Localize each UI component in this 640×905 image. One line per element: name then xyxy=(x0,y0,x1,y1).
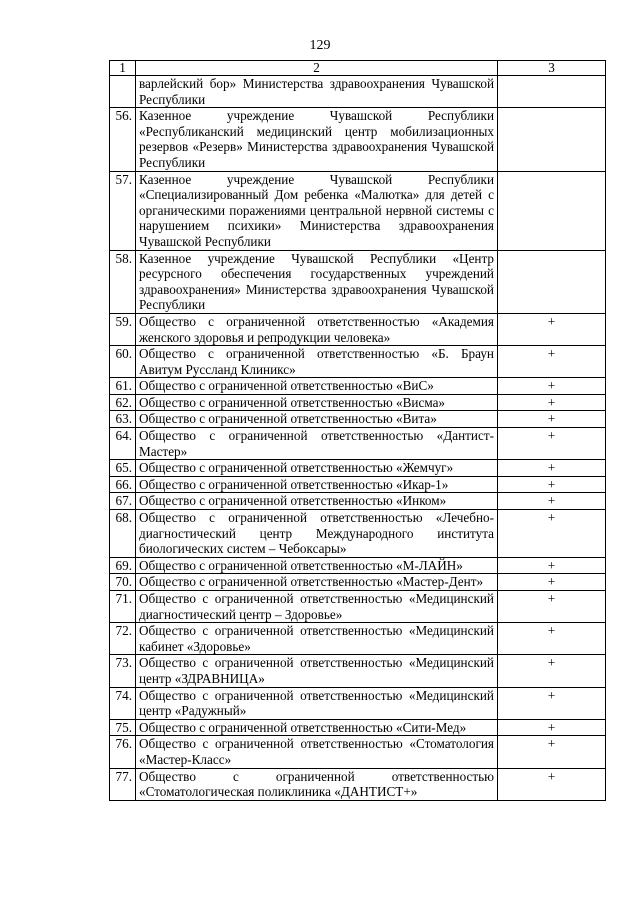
table-row xyxy=(110,313,606,345)
organization-name: Казенное учреждение Чувашской Республики «Республиканский медицинский центр мобилизационных резервов «Резерв» Министерства здравоохранения Чувашской Республики xyxy=(136,108,498,171)
organization-name: Общество с ограниченной ответственностью «Инком» xyxy=(136,493,498,510)
table-row xyxy=(110,557,606,574)
organization-name: Общество с ограниченной ответственностью «Б. Браун Авитум Руссланд Клиникс» xyxy=(136,346,498,378)
column-header-1: 1 xyxy=(110,61,136,76)
row-number: 72. xyxy=(110,623,136,655)
row-number: 76. xyxy=(110,736,136,768)
participation-mark: + xyxy=(498,768,606,800)
registry-table xyxy=(109,60,606,801)
participation-mark: + xyxy=(498,411,606,428)
participation-mark: + xyxy=(498,460,606,477)
table-row xyxy=(110,736,606,768)
participation-mark: + xyxy=(498,428,606,460)
participation-mark: + xyxy=(498,574,606,591)
organization-name: Общество с ограниченной ответственностью «Икар-1» xyxy=(136,476,498,493)
row-number: 62. xyxy=(110,394,136,411)
participation-mark xyxy=(498,76,606,108)
row-number: 57. xyxy=(110,171,136,250)
organization-name: Общество с ограниченной ответственностью «Медицинский центр «Радужный» xyxy=(136,687,498,719)
organization-name: Общество с ограниченной ответственностью «Медицинский диагностический центр – Здоровье» xyxy=(136,591,498,623)
participation-mark xyxy=(498,250,606,313)
row-number: 73. xyxy=(110,655,136,687)
organization-name: Общество с ограниченной ответственностью «Жемчуг» xyxy=(136,460,498,477)
table-row xyxy=(110,250,606,313)
table-row xyxy=(110,108,606,171)
participation-mark: + xyxy=(498,557,606,574)
participation-mark xyxy=(498,171,606,250)
row-number: 70. xyxy=(110,574,136,591)
organization-name: Общество с ограниченной ответственностью «Вита» xyxy=(136,411,498,428)
organization-name: Общество с ограниченной ответственностью «Дантист-Мастер» xyxy=(136,428,498,460)
participation-mark: + xyxy=(498,346,606,378)
row-number: 64. xyxy=(110,428,136,460)
table-row xyxy=(110,493,606,510)
row-number: 75. xyxy=(110,719,136,736)
row-number: 66. xyxy=(110,476,136,493)
table-row xyxy=(110,510,606,558)
table-row xyxy=(110,76,606,108)
participation-mark: + xyxy=(498,493,606,510)
row-number: 74. xyxy=(110,687,136,719)
table-row xyxy=(110,655,606,687)
table-row xyxy=(110,460,606,477)
row-number: 68. xyxy=(110,510,136,558)
organization-name: Общество с ограниченной ответственностью «ВиС» xyxy=(136,378,498,395)
table-row xyxy=(110,574,606,591)
organization-name: Общество с ограниченной ответственностью «Сити-Мед» xyxy=(136,719,498,736)
table-row xyxy=(110,687,606,719)
organization-name: Общество с ограниченной ответственностью «М-ЛАЙН» xyxy=(136,557,498,574)
table-row xyxy=(110,171,606,250)
organization-name: Общество с ограниченной ответственностью «Висма» xyxy=(136,394,498,411)
participation-mark xyxy=(498,108,606,171)
row-number: 71. xyxy=(110,591,136,623)
organization-name: Общество с ограниченной ответственностью «Лечебно-диагностический центр Международного института биологических систем – Чебоксары» xyxy=(136,510,498,558)
column-header-3: 3 xyxy=(498,61,606,76)
organization-name: Общество с ограниченной ответственностью «Медицинский кабинет «Здоровье» xyxy=(136,623,498,655)
row-number: 58. xyxy=(110,250,136,313)
row-number: 60. xyxy=(110,346,136,378)
table-row xyxy=(110,623,606,655)
table-row xyxy=(110,428,606,460)
participation-mark: + xyxy=(498,313,606,345)
row-number: 69. xyxy=(110,557,136,574)
organization-name: Казенное учреждение Чувашской Республики «Центр ресурсного обеспечения государственных учреждений здравоохранения» Министерства здравоохранения Чувашской Республики xyxy=(136,250,498,313)
participation-mark: + xyxy=(498,719,606,736)
row-number: 65. xyxy=(110,460,136,477)
table-row xyxy=(110,476,606,493)
row-number: 67. xyxy=(110,493,136,510)
participation-mark: + xyxy=(498,655,606,687)
table-row xyxy=(110,346,606,378)
table-row xyxy=(110,591,606,623)
table-row xyxy=(110,719,606,736)
participation-mark: + xyxy=(498,591,606,623)
row-number: 77. xyxy=(110,768,136,800)
participation-mark: + xyxy=(498,378,606,395)
row-number: 63. xyxy=(110,411,136,428)
organization-name: варлейский бор» Министерства здравоохранения Чувашской Республики xyxy=(136,76,498,108)
row-number: 61. xyxy=(110,378,136,395)
participation-mark: + xyxy=(498,394,606,411)
page-number: 129 xyxy=(309,38,331,53)
organization-name: Общество с ограниченной ответственностью «Академия женского здоровья и репродукции человека» xyxy=(136,313,498,345)
table-row xyxy=(110,768,606,800)
row-number: 59. xyxy=(110,313,136,345)
column-header-2: 2 xyxy=(136,61,498,76)
table-row xyxy=(110,411,606,428)
participation-mark: + xyxy=(498,687,606,719)
organization-name: Общество с ограниченной ответственностью «Мастер-Дент» xyxy=(136,574,498,591)
participation-mark: + xyxy=(498,623,606,655)
organization-name: Казенное учреждение Чувашской Республики «Специализированный Дом ребенка «Малютка» для детей с органическими поражениями центральной нервной системы с нарушением психики» Министерства здравоохранения Чувашской Республики xyxy=(136,171,498,250)
participation-mark: + xyxy=(498,510,606,558)
participation-mark: + xyxy=(498,476,606,493)
organization-name: Общество с ограниченной ответственностью «Медицинский центр «ЗДРАВНИЦА» xyxy=(136,655,498,687)
header-row xyxy=(110,61,606,76)
table-row xyxy=(110,378,606,395)
organization-name: Общество с ограниченной ответственностью «Стоматология «Мастер-Класс» xyxy=(136,736,498,768)
table-row xyxy=(110,394,606,411)
participation-mark: + xyxy=(498,736,606,768)
row-number: 56. xyxy=(110,108,136,171)
row-number xyxy=(110,76,136,108)
organization-name: Общество с ограниченной ответственностью «Стоматологическая поликлиника «ДАНТИСТ+» xyxy=(136,768,498,800)
